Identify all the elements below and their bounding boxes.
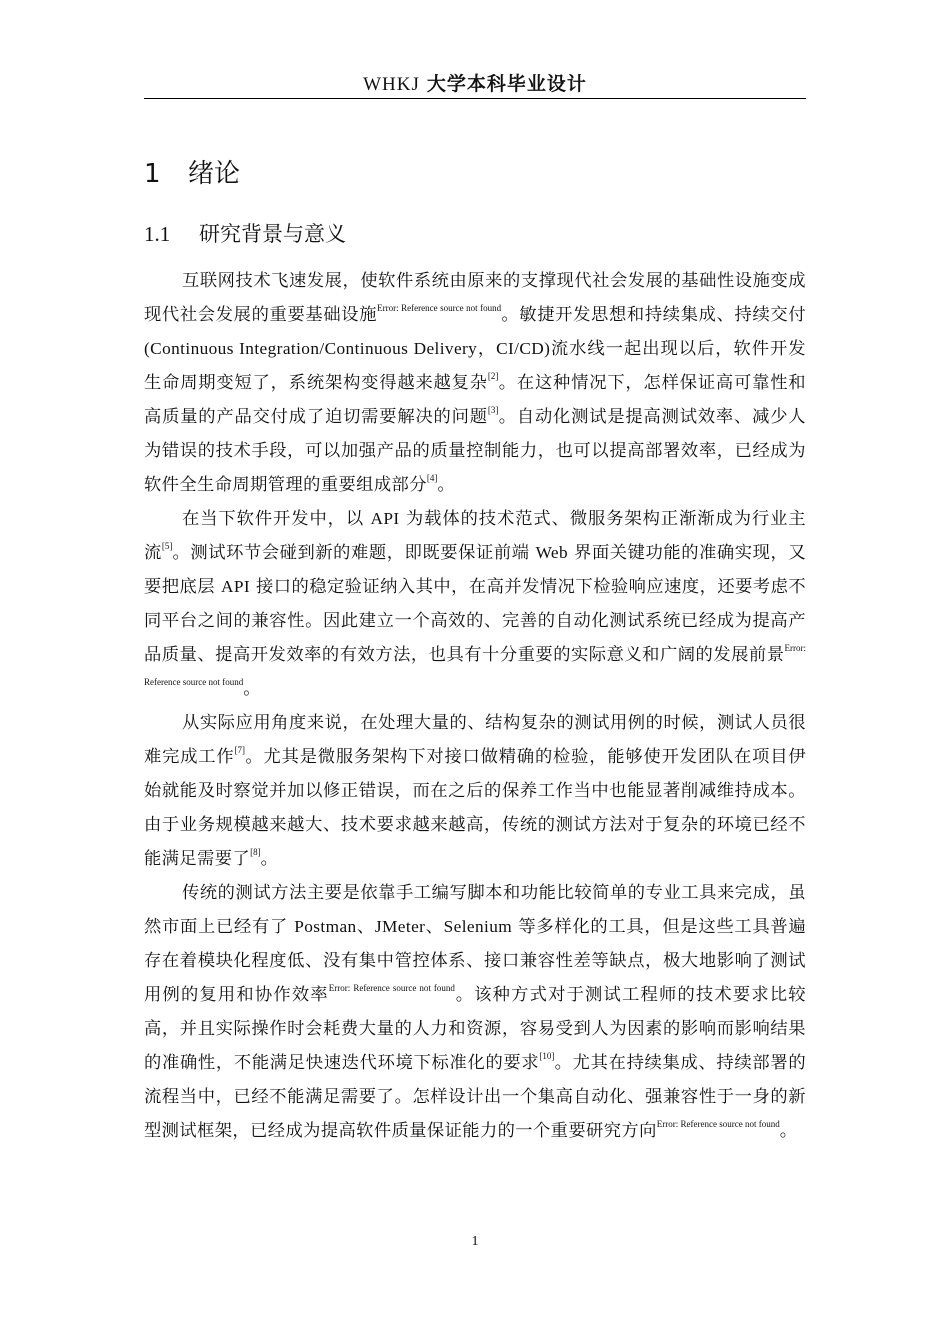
body-text <box>144 264 806 1148</box>
paragraph-text: 。自动化测试是提高测试效率、减少人为错误的技术手段，可以加强产品的质量控制能力，也可以提高部署效率，已经成为软件全生命周期管理的重要组成部分 <box>144 407 806 495</box>
paragraph <box>144 502 806 706</box>
paragraph-text: 从实际应用角度来说，在处理大量的、结构复杂的测试用例的时候，测试人员很难完成工作 <box>144 713 806 767</box>
latin-text: CI/CD) <box>496 339 551 358</box>
citation-marker: [3] <box>487 405 499 415</box>
section-title: 研究背景与意义 <box>199 222 346 246</box>
citation-marker: Error: Reference source not found <box>144 643 806 687</box>
paragraph-text: 。测试环节会碰到新的难题，即既要保证前端 <box>172 543 536 563</box>
chapter-title: 绪论 <box>188 159 241 189</box>
paragraph-text: 。 <box>437 475 456 495</box>
paragraph-text: 互联网技术飞速发展，使软件系统由原来的支撑现代社会发展的基础性设施变成现代社会发展的重要基础设施 <box>144 271 806 325</box>
citation-marker: [10] <box>539 1051 555 1061</box>
page-number: 1 <box>471 1234 479 1249</box>
chapter-number: 1 <box>144 159 161 189</box>
header-rule <box>144 98 806 99</box>
latin-text: Selenium <box>443 917 513 936</box>
latin-text: API <box>220 577 250 596</box>
paragraph-text: 。该种方式对于测试工程师的技术要求比较高，并且实际操作时会耗费大量的人力和资源，容易受到人为因素的影响而影响结果的准确性，不能满足快速迭代环境下标准化的要求 <box>144 985 806 1073</box>
paragraph-text: 。在这种情况下，怎样保证高可靠性和高质量的产品交付成了迫切需要解决的问题 <box>144 373 806 427</box>
paragraph <box>144 706 806 876</box>
paragraph-text: 等多样化的工具，但是这些工具普遍存在着模块化程度低、没有集中管控体系、接口兼容性差等缺点，极大地影响了测试用例的复用和协作效率 <box>144 917 807 1005</box>
citation-marker: [5] <box>161 541 173 551</box>
paragraph-text: 、 <box>425 917 444 937</box>
paragraph-text: 在当下软件开发中，以 <box>182 509 371 529</box>
latin-text: API <box>370 509 400 528</box>
citation-marker: [4] <box>426 473 438 483</box>
paragraph-text: 传统的测试方法主要是依靠手工编写脚本和功能比较简单的专业工具来完成，虽然市面上已经有了 <box>144 883 806 937</box>
paragraph-text: 。 <box>243 679 261 699</box>
latin-text: (Continuous Integration/Continuous Delivery <box>144 339 478 358</box>
latin-text: JMeter <box>374 917 426 936</box>
paragraph-text: 、 <box>356 917 375 937</box>
citation-marker: [7] <box>234 745 245 755</box>
paragraph-text: 流水线一起出现以后，软件开发生命周期变短了，系统架构变得越来越复杂 <box>144 339 806 393</box>
paragraph-text: ， <box>477 339 497 359</box>
paragraph <box>144 876 806 1148</box>
paragraph-text: 。 <box>260 849 279 869</box>
chapter-heading <box>144 156 240 192</box>
running-header <box>144 70 806 98</box>
section-number: 1.1 <box>144 222 171 246</box>
section-heading <box>144 218 346 250</box>
citation-marker: Error: Reference source not found <box>377 303 502 313</box>
paragraph-text: 界面关键功能的准确实现，又要把底层 <box>144 543 806 597</box>
paragraph-text: 。尤其在持续集成、持续部署的流程当中，已经不能满足需要了。怎样设计出一个集高自动化、强兼容性于一身的新型测试框架，已经成为提高软件质量保证能力的一个重要研究方向 <box>144 1053 806 1141</box>
paragraph-text: 。敏捷开发思想和持续集成、持续交付 <box>501 305 807 325</box>
citation-marker: [2] <box>487 371 499 381</box>
citation-marker: Error: Reference source not found <box>656 1119 780 1129</box>
header-title: 大学本科毕业设计 <box>426 73 587 95</box>
paragraph-text: 为载体的技术范式、微服务架构正渐渐成为行业主流 <box>144 509 806 563</box>
citation-marker: [8] <box>250 847 261 857</box>
paragraph-text: 。尤其是微服务架构下对接口做精确的检验，能够使开发团队在项目伊始就能及时察觉并加以修正错误，而在之后的保养工作当中也能显著削减维持成本。由于业务规模越来越大、技术要求越来越高，传统的测试方法对于复杂的环境已经不能满足需要了 <box>144 747 806 869</box>
paragraph-text: 。 <box>779 1121 798 1141</box>
paragraph <box>144 264 806 502</box>
latin-text: Postman <box>294 917 357 936</box>
citation-marker: Error: Reference source not found <box>328 983 455 993</box>
paragraph-text: 接口的稳定验证纳入其中，在高并发情况下检验响应速度，还要考虑不同平台之间的兼容性。因此建立一个高效的、完善的自动化测试系统已经成为提高产品质量、提高开发效率的有效方法，也具有十分重要的实际意义和广阔的发展前景 <box>144 577 807 665</box>
header-latin: WHKJ <box>363 74 420 95</box>
latin-text: Web <box>535 543 569 562</box>
